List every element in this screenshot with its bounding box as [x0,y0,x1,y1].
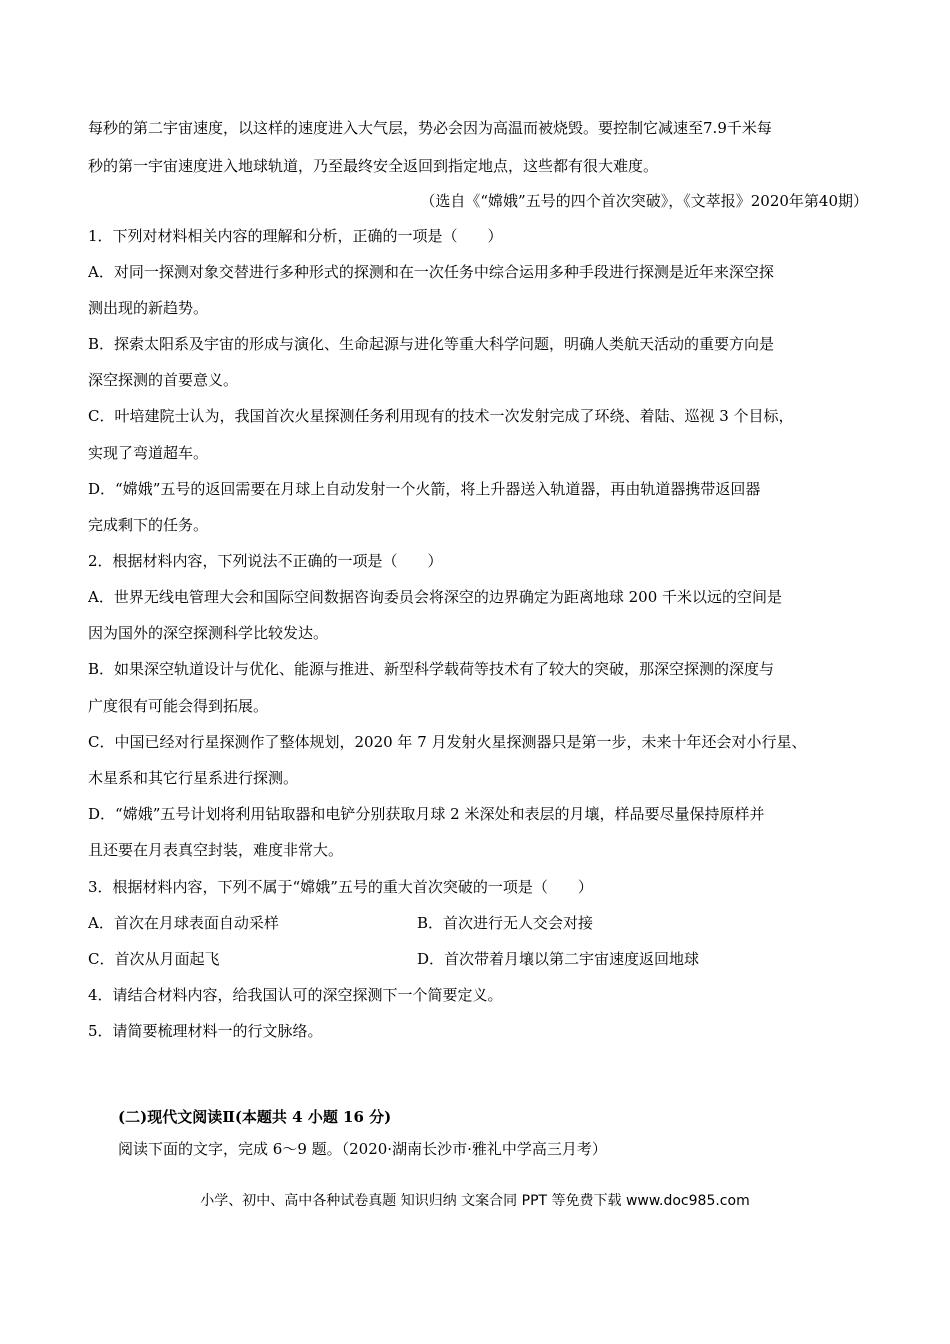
question-1-option-a: A．对同一探测对象交替进行多种形式的探测和在一次任务中综合运用多种手段进行探测是近年来深空探 [88,263,774,281]
question-2-option-c: C．中国已经对行星探测作了整体规划，2020 年 7 月发射火星探测器只是第一步，未来十年还会对小行星、 [88,733,807,751]
question-2-option-a: A．世界无线电管理大会和国际空间数据咨询委员会将深空的边界确定为距离地球 200 千米以远的空间是 [88,588,783,606]
question-1-option-b-cont: 深空探测的首要意义。 [88,371,239,389]
page-footer: 小学、初中、高中各种试卷真题 知识归纳 文案合同 PPT 等免费下载 www.doc985.com [200,1193,750,1209]
passage-line: 每秒的第二宇宙速度，以这样的速度进入大气层，势必会因为高温而被烧毁。要控制它减速至7.9千米每 [88,119,772,137]
question-2-option-d-cont: 且还要在月表真空封装，难度非常大。 [88,841,344,859]
question-2-stem: 2．根据材料内容，下列说法不正确的一项是（ ） [88,552,443,570]
question-1-option-b: B．探索太阳系及宇宙的形成与演化、生命起源与进化等重大科学问题，明确人类航天活动的重要方向是 [88,335,775,353]
section-title: (二)现代文阅读Ⅱ(本题共 4 小题 16 分) [118,1108,392,1126]
question-3-option-c: C．首次从月面起飞 [88,950,220,968]
question-1-option-a-cont: 测出现的新趋势。 [88,299,209,317]
question-1-option-c-cont: 实现了弯道超车。 [88,444,209,462]
question-2-option-d: D．“嫦娥”五号计划将利用钻取器和电铲分别获取月球 2 米深处和表层的月壤，样品要尽量保持原样并 [88,805,765,823]
passage-source: （选自《“嫦娥”五号的四个首次突破》，《文萃报》2020年第40期） [420,192,868,210]
question-2-option-b-cont: 广度很有可能会得到拓展。 [88,697,269,715]
question-5-stem: 5．请简要梳理材料一的行文脉络。 [88,1022,323,1040]
question-3-stem: 3．根据材料内容，下列不属于“嫦娥”五号的重大首次突破的一项是（ ） [88,878,593,896]
question-3-option-b: B．首次进行无人交会对接 [417,914,594,932]
question-2-option-b: B．如果深空轨道设计与优化、能源与推进、新型科学载荷等技术有了较大的突破，那深空探测的深度与 [88,660,775,678]
passage-line: 秒的第一宇宙速度进入地球轨道，乃至最终安全返回到指定地点，这些都有很大难度。 [88,157,659,175]
question-3-option-a: A．首次在月球表面自动采样 [88,914,279,932]
question-1-stem: 1．下列对材料相关内容的理解和分析，正确的一项是（ ） [88,227,503,245]
question-1-option-c: C．叶培建院士认为，我国首次火星探测任务利用现有的技术一次发射完成了环绕、着陆、巡视 3 个目标， [88,407,794,425]
question-2-option-c-cont: 木星系和其它行星系进行探测。 [88,769,299,787]
question-2-option-a-cont: 因为国外的深空探测科学比较发达。 [88,624,329,642]
question-1-option-d: D．“嫦娥”五号的返回需要在月球上自动发射一个火箭，将上升器送入轨道器，再由轨道器携带返回器 [88,480,761,498]
question-3-option-d: D．首次带着月壤以第二宇宙速度返回地球 [417,950,700,968]
question-4-stem: 4．请结合材料内容，给我国认可的深空探测下一个简要定义。 [88,986,503,1004]
question-1-option-d-cont: 完成剩下的任务。 [88,516,209,534]
section-intro: 阅读下面的文字，完成 6～9 题。（2020·湖南长沙市·雅礼中学高三月考） [118,1140,607,1158]
